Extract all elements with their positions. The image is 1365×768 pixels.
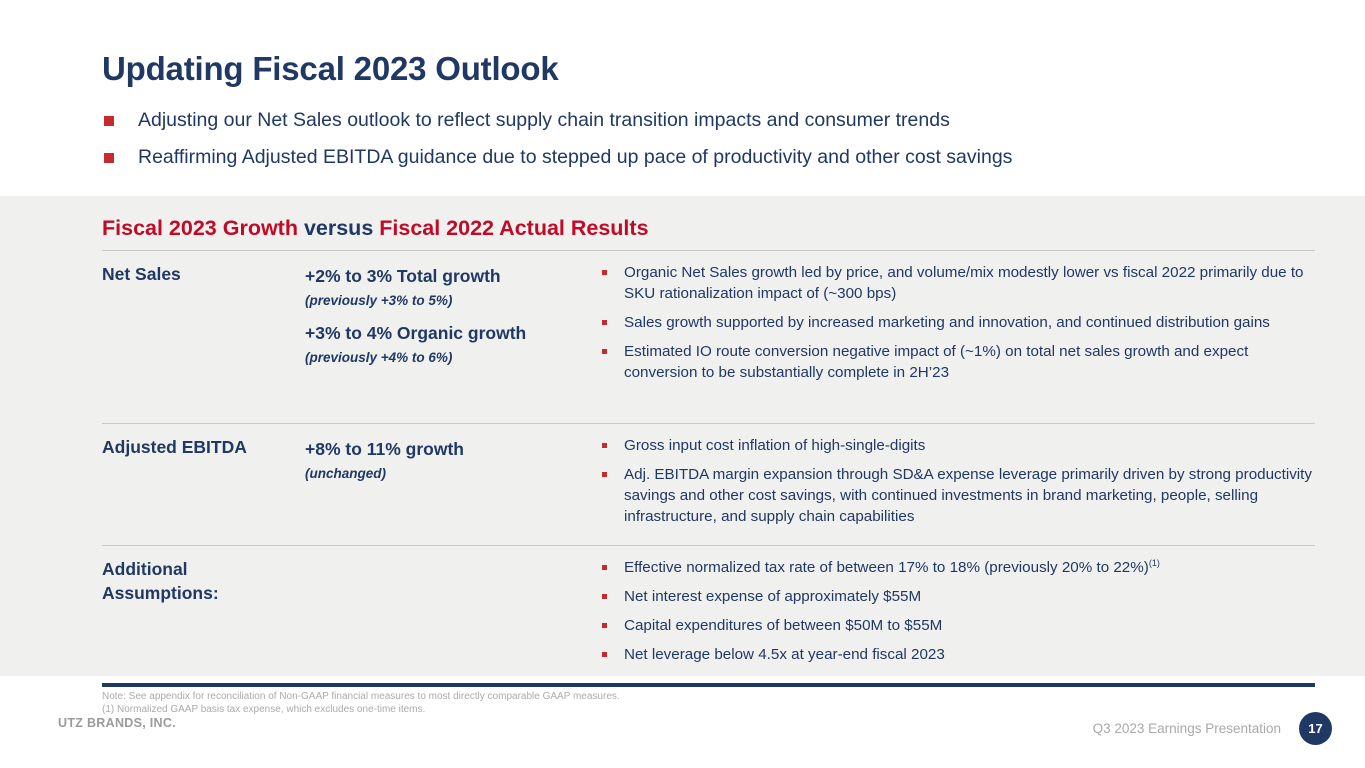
page-title: Updating Fiscal 2023 Outlook [102,50,559,87]
detail-bullet [600,557,1315,578]
detail-bullet [600,262,1315,304]
detail-bullet [600,644,1315,665]
guidance-main: +3% to 4% Organic growth [305,323,527,343]
detail-bullet-text: Estimated IO route conversion negative impact of (~1%) on total net sales growth and expect conversion to be substantially complete in 2H’23 [624,343,1249,381]
table-row-additional-assumptions [102,545,1315,683]
guidance-cell [305,262,600,413]
guidance-previous: (previously +4% to 6%) [305,350,453,365]
bullet-square-icon [602,349,607,354]
bullet-square-icon [602,443,607,448]
footnote-line: (1) Normalized GAAP basis tax expense, which excludes one-time items. [102,703,426,715]
bullet-square-icon [602,320,607,325]
page-number-badge: 17 [1299,712,1332,745]
guidance-previous: (previously +3% to 5%) [305,293,453,308]
guidance-main: +2% to 3% Total growth [305,266,501,286]
detail-bullet-text: Organic Net Sales growth led by price, and volume/mix modestly lower vs fiscal 2022 primarily due to SKU rationalization impact of (~300 bps) [624,264,1304,302]
table-row-adjusted-ebitda [102,423,1315,545]
detail-bullet [600,615,1315,636]
bullet-square-icon [104,116,114,126]
detail-bullets-cell [600,262,1315,413]
detail-bullet-text [624,557,1160,578]
detail-bullet [600,586,1315,607]
bullet-square-icon [104,153,114,163]
detail-bullet [600,464,1315,527]
detail-bullet [600,435,1315,456]
slide-header [0,0,1365,169]
detail-bullet-text: Net leverage below 4.5x at year-end fiscal 2023 [624,646,945,663]
detail-bullet [600,312,1315,333]
detail-bullet-text: Adj. EBITDA margin expansion through SD&A expense leverage primarily driven by strong productivity savings and other cost savings, with continued investments in brand marketing, people, selling infrastructure, and supply chain capabilities [624,466,1312,525]
detail-bullets-cell [600,557,1315,673]
detail-bullet-text: Net interest expense of approximately $55M [624,588,922,605]
guidance-cell [305,557,600,673]
intro-bullet-text: Reaffirming Adjusted EBITDA guidance due to stepped up pace of productivity and other cost savings [138,146,1013,168]
guidance-table [102,250,1315,687]
section-heading [102,196,1315,241]
bullet-square-icon [602,565,607,570]
company-brand: UTZ BRANDS, INC. [58,716,176,730]
outlook-panel-inner [102,196,1315,687]
footnote-line: Note: See appendix for reconciliation of Non-GAAP financial measures to most directly comparable GAAP measures. [102,691,620,702]
outlook-panel [0,196,1365,676]
detail-bullet-text: Gross input cost inflation of high-single-digits [624,437,926,454]
intro-bullet [102,145,1315,169]
bullet-square-icon [602,472,607,477]
footnote-marker: (1) [1148,557,1160,568]
footer-right [1093,712,1332,745]
bullet-square-icon [602,594,607,599]
detail-bullet-text: Sales growth supported by increased marketing and innovation, and continued distribution gains [624,314,1270,331]
detail-bullet [600,341,1315,383]
bullet-square-icon [602,270,607,275]
detail-bullets-cell [600,435,1315,535]
guidance-main: +8% to 11% growth [305,439,464,459]
footnotes [102,691,620,716]
intro-bullet [102,108,1315,132]
row-label: Adjusted EBITDA [102,437,247,457]
presentation-label: Q3 2023 Earnings Presentation [1092,721,1281,736]
section-heading-part2: versus [297,216,380,240]
section-heading-part3: Fiscal 2022 Actual Results [379,216,649,240]
guidance-previous: (unchanged) [305,466,386,481]
row-label: Net Sales [102,264,181,284]
tax-rate-text: Effective normalized tax rate of between 17% to 18% (previously 20% to 22%) [624,559,1149,576]
bullet-square-icon [602,652,607,657]
guidance-cell [305,435,600,535]
intro-bullet-text: Adjusting our Net Sales outlook to reflect supply chain transition impacts and consumer trends [138,109,950,131]
detail-bullet-text: Capital expenditures of between $50M to $55M [624,617,943,634]
bullet-square-icon [602,623,607,628]
table-row-net-sales [102,250,1315,423]
row-label: Additional Assumptions: [102,559,219,603]
section-heading-part1: Fiscal 2023 Growth [102,216,298,240]
